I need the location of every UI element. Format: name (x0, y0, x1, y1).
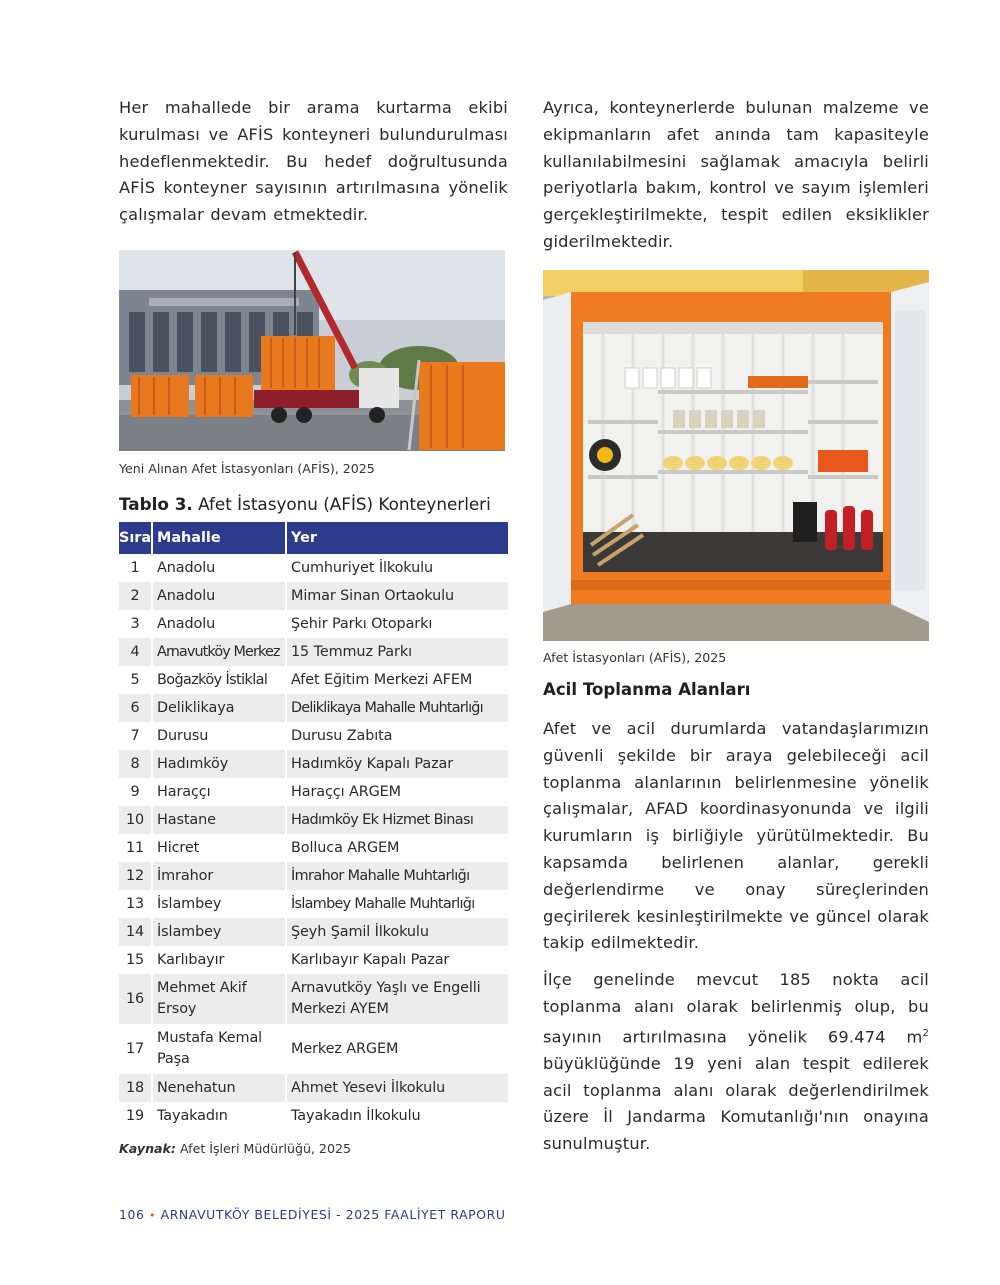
table-row (119, 554, 508, 582)
row-yer: Arnavutköy Yaşlı ve Engelli Merkezi AYEM (286, 974, 508, 1024)
row-mahalle: Hadımköy (152, 750, 286, 778)
footer-dash: - (336, 1207, 342, 1222)
row-mahalle: Nenehatun (152, 1074, 286, 1102)
row-yer: Afet Eğitim Merkezi AFEM (286, 666, 508, 694)
paragraph-2-part-a: İlçe genelinde mevcut 185 nokta acil toplanma alanı olarak belirlenmiş olup, bu sayının artırılmasına yönelik 69.474 m (543, 970, 929, 1046)
row-mahalle: Haraççı (152, 778, 286, 806)
row-mahalle: Durusu (152, 722, 286, 750)
footer-organization: ARNAVUTKÖY BELEDİYESİ (160, 1207, 332, 1222)
table-row (119, 806, 508, 834)
row-mahalle: Anadolu (152, 582, 286, 610)
row-number: 19 (125, 1108, 145, 1124)
row-number: 9 (130, 784, 140, 800)
row-yer: Ahmet Yesevi İlkokulu (286, 1074, 508, 1102)
table-row (119, 778, 508, 806)
row-number: 6 (119, 694, 152, 722)
row-number: 1 (130, 560, 140, 576)
row-yer: 15 Temmuz Parkı (286, 638, 508, 666)
row-yer: Merkez ARGEM (286, 1024, 508, 1074)
table-row (119, 722, 508, 750)
table-row (119, 610, 508, 638)
row-mahalle: Mehmet Akif Ersoy (152, 974, 286, 1024)
row-mahalle: İslambey (152, 890, 286, 918)
source-text: Afet İşleri Müdürlüğü, 2025 (175, 1141, 351, 1156)
header-mahalle: Mahalle (152, 522, 286, 554)
row-mahalle: Hicret (152, 834, 286, 862)
row-yer: Şeyh Şamil İlkokulu (286, 918, 508, 946)
new-afis-containers-photo (119, 250, 505, 451)
row-yer: Şehir Parkı Otoparkı (286, 610, 508, 638)
right-photo-caption: Afet İstasyonları (AFİS), 2025 (543, 650, 727, 665)
table-row (119, 834, 508, 862)
row-number: 15 (125, 952, 145, 968)
row-mahalle: Tayakadın (152, 1102, 286, 1130)
page-number: 106 (119, 1207, 145, 1222)
row-yer: Hadımköy Ek Hizmet Binası (286, 806, 508, 834)
row-yer: Karlıbayır Kapalı Pazar (286, 946, 508, 974)
row-mahalle: İslambey (152, 918, 286, 946)
row-mahalle: Anadolu (152, 554, 286, 582)
left-photo-caption: Yeni Alınan Afet İstasyonları (AFİS), 2025 (119, 461, 375, 476)
row-yer: İslambey Mahalle Muhtarlığı (286, 890, 508, 918)
row-mahalle: Deliklikaya (152, 694, 286, 722)
afis-container-interior-photo (543, 270, 929, 641)
row-number: 12 (119, 862, 152, 890)
row-number: 8 (119, 750, 152, 778)
row-number: 2 (119, 582, 152, 610)
source-label: Kaynak: (119, 1141, 176, 1156)
header-sira: Sıra (119, 522, 152, 554)
row-number: 14 (119, 918, 152, 946)
row-mahalle: Boğazköy İstiklal (152, 666, 286, 694)
header-yer: Yer (286, 522, 508, 554)
row-yer: Mimar Sinan Ortaokulu (286, 582, 508, 610)
row-yer: İmrahor Mahalle Muhtarlığı (286, 862, 508, 890)
table-row (119, 1024, 508, 1074)
right-paragraph-2 (543, 967, 929, 1158)
row-yer: Deliklikaya Mahalle Muhtarlığı (286, 694, 508, 722)
left-intro-paragraph: Her mahallede bir arama kurtarma ekibi kurulması ve AFİS konteyneri bulundurulması hedeflenmektedir. Bu hedef doğrultusunda AFİS konteyner sayısının artırılmasına yönelik çalışmalar devam etmektedir. (119, 98, 508, 225)
square-meter-superscript: 2 (922, 1027, 929, 1039)
row-mahalle: Karlıbayır (152, 946, 286, 974)
table-row (119, 862, 508, 890)
row-number: 13 (125, 896, 145, 912)
page-footer (119, 1207, 506, 1222)
row-mahalle: Arnavutköy Merkez (152, 638, 286, 666)
row-yer: Durusu Zabıta (286, 722, 508, 750)
footer-report-title: 2025 FAALİYET RAPORU (345, 1207, 506, 1222)
row-number: 3 (130, 616, 140, 632)
table-title-number: Tablo 3. (119, 494, 193, 514)
table-row (119, 750, 508, 778)
table-title-text: Afet İstasyonu (AFİS) Konteynerleri (192, 494, 491, 514)
row-mahalle: Hastane (152, 806, 286, 834)
row-number: 18 (119, 1074, 152, 1102)
table-row (119, 946, 508, 974)
right-intro-paragraph: Ayrıca, konteynerlerde bulunan malzeme ve ekipmanların afet anında tam kapasiteyle kullanılabilmesini sağlamak amacıyla belirli periyotlarla bakım, kontrol ve sayım işlemleri gerçekleştirilmekte, tespit edilen eksiklikler giderilmektedir. (543, 98, 929, 251)
paragraph-2-part-b: büyüklüğünde 19 yeni alan tespit edilerek acil toplanma alanı olarak değerlendirilmek üzere İl Jandarma Komutanlığı'nın onayına sunulmuştur. (543, 1053, 929, 1154)
table-row (119, 890, 508, 918)
row-yer: Cumhuriyet İlkokulu (286, 554, 508, 582)
table-header-row (119, 522, 508, 554)
row-number: 10 (119, 806, 152, 834)
row-yer: Hadımköy Kapalı Pazar (286, 750, 508, 778)
table-row (119, 582, 508, 610)
row-number: 7 (130, 728, 140, 744)
row-number: 5 (130, 672, 140, 688)
afis-container-table (119, 522, 508, 1130)
row-yer: Bolluca ARGEM (286, 834, 508, 862)
table-row (119, 666, 508, 694)
row-number: 4 (119, 638, 152, 666)
row-mahalle: Mustafa Kemal Paşa (152, 1024, 286, 1074)
row-number: 11 (125, 840, 145, 856)
table-row (119, 918, 508, 946)
right-paragraph-1: Afet ve acil durumlarda vatandaşlarımızın güvenli şekilde bir araya gelebileceği acil toplanma alanlarının belirlenmesine yönelik çalışmalar, AFAD koordinasyonunda ve ilgili kurumların iş birliğiyle yürütülmektedir. Bu kapsamda belirlenen alanlar, gerekli değerlendirme ve onay süreçlerinden geçirilerek kesinleştirilmekte ve güncel olarak takip edilmektedir. (543, 719, 929, 953)
section-heading: Acil Toplanma Alanları (543, 680, 751, 699)
row-number: 16 (119, 974, 152, 1024)
table-row (119, 694, 508, 722)
row-yer: Haraççı ARGEM (286, 778, 508, 806)
table-title (119, 494, 491, 514)
footer-bullet: • (149, 1209, 157, 1222)
table-row (119, 638, 508, 666)
row-number: 17 (125, 1041, 145, 1057)
table-row (119, 974, 508, 1024)
row-mahalle: Anadolu (152, 610, 286, 638)
row-yer: Tayakadın İlkokulu (286, 1102, 508, 1130)
row-mahalle: İmrahor (152, 862, 286, 890)
table-row (119, 1102, 508, 1130)
table-source (119, 1141, 351, 1156)
table-row (119, 1074, 508, 1102)
